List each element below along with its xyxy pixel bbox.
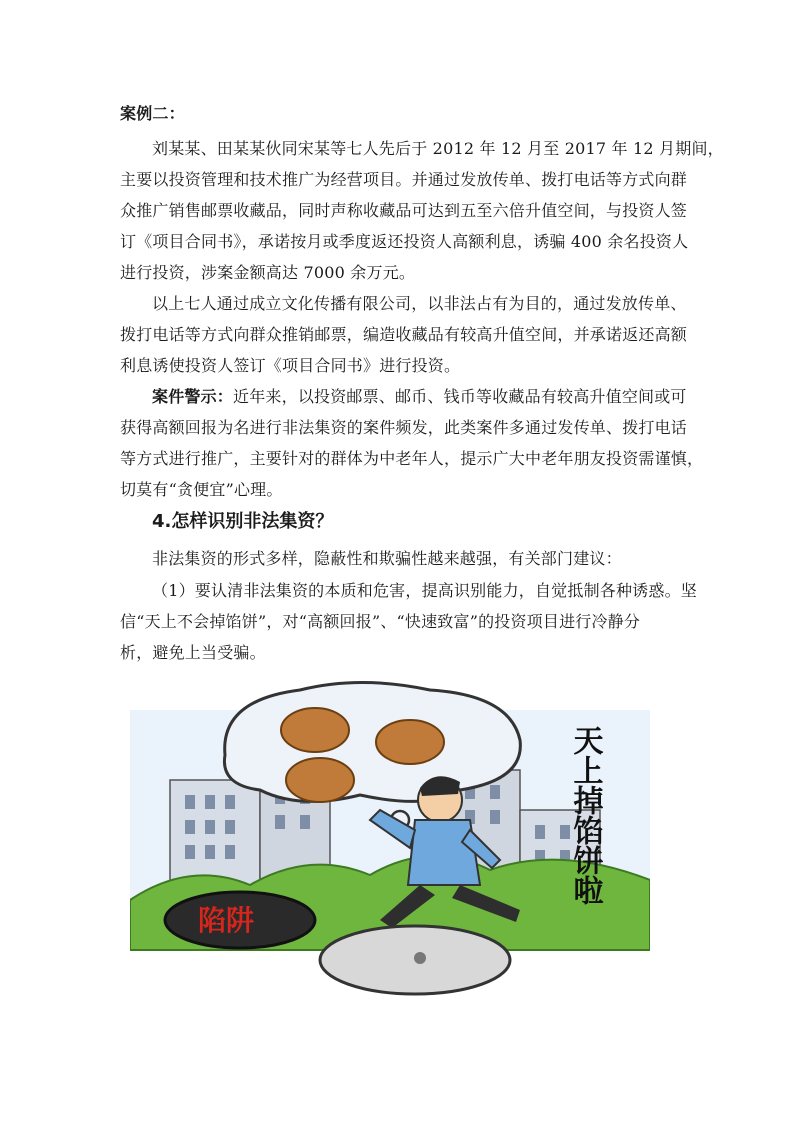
case-paragraph-1 [120, 133, 724, 288]
cartoon-illustration [130, 670, 650, 1010]
paragraph-line: （1）要认清非法集资的本质和危害，提高识别能力，自觉抵制各种诱惑。坚 [152, 581, 697, 600]
section-4 [120, 506, 680, 538]
case-title: 案例二： [120, 104, 185, 123]
paragraph-line: 获得高额回报为名进行非法集资的案件频发，此类案件多通过发传单、拨打电话 [120, 418, 688, 437]
paragraph-line: 以上七人通过成立文化传播有限公司，以非法占有为目的，通过发放传单、 [152, 294, 687, 313]
section-heading: 4.怎样识别非法集资？ [152, 511, 334, 532]
case-paragraph-2 [120, 288, 688, 381]
sign-text-column [568, 725, 604, 905]
warning-text: 近年来，以投资邮票、邮币、钱币等收藏品有较高升值空间或可 [233, 387, 687, 406]
thought-bubble [224, 683, 520, 802]
paragraph-line: 利息诱使投资人签订《项目合同书》进行投资。 [120, 356, 461, 375]
paragraph-line: 非法集资的形式多样，隐蔽性和欺骗性越来越强，有关部门建议： [152, 549, 622, 568]
section-item-1 [120, 575, 697, 668]
cover-handle [414, 952, 426, 964]
trap-label: 陷阱 [198, 904, 255, 937]
paragraph-line: 拨打电话等方式向群众推销邮票，编造收藏品有较高升值空间，并承诺返还高额 [120, 325, 688, 344]
warning-first-line [120, 381, 687, 412]
paragraph-line: 众推广销售邮票收藏品，同时声称收藏品可达到五至六倍升值空间，与投资人签 [120, 201, 688, 220]
paragraph-line: 信“天上不会掉馅饼”，对“高额回报”、“快速致富”的投资项目进行冷静分 [120, 612, 641, 631]
case-warning [120, 381, 704, 505]
paragraph-line: 析，避免上当受骗。 [120, 643, 266, 662]
paragraph-line: 等方式进行推广，主要针对的群体为中老年人，提示广大中老年朋友投资需谨慎， [120, 449, 704, 468]
paragraph-line: 进行投资，涉案金额高达 7000 余万元。 [120, 263, 416, 282]
section-intro [120, 543, 680, 574]
case-section [120, 98, 680, 129]
paragraph-line: 订《项目合同书》，承诺按月或季度返还投资人高额利息，诱骗 400 余名投资人 [120, 232, 689, 251]
sign-text: 天上掉馅饼啦 [567, 725, 603, 905]
paragraph-line: 主要以投资管理和技术推广为经营项目。并通过发放传单、拨打电话等方式向群 [120, 170, 688, 189]
paragraph-line: 刘某某、田某某伙同宋某等七人先后于 2012 年 12 月至 2017 年 12 月期间， [152, 139, 724, 158]
warning-label: 案件警示： [152, 387, 234, 406]
paragraph-line: 切莫有“贪便宜”心理。 [120, 480, 283, 499]
